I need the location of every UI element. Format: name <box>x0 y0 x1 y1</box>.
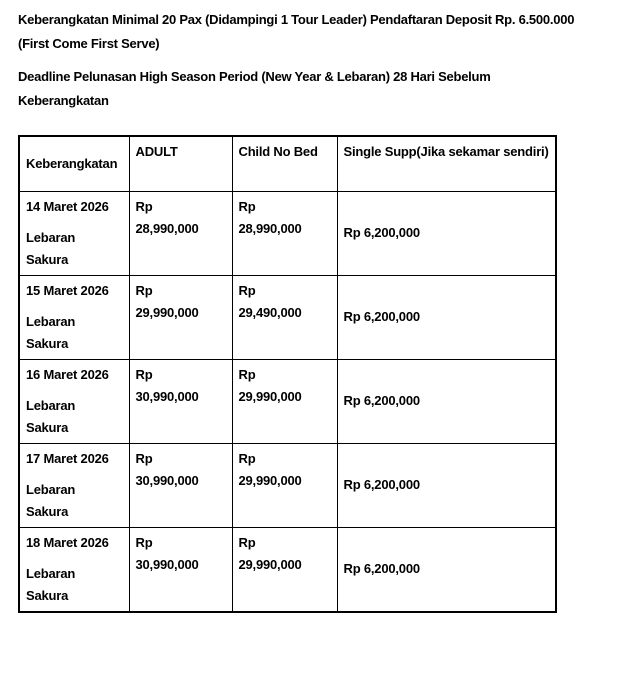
departure-date: 15 Maret 2026 <box>26 282 109 298</box>
event-name-line: Sakura <box>26 587 69 603</box>
currency-label: Rp <box>238 534 256 550</box>
currency-label: Rp <box>135 366 153 382</box>
event-name-line: Sakura <box>26 503 69 519</box>
adult-price-cell <box>129 191 232 275</box>
deadline-note-line2: Keberangkatan <box>18 93 109 108</box>
departure-cell <box>19 359 129 443</box>
header-cell-single-supp: Single Supp(Jika sekamar sendiri) <box>337 136 556 191</box>
departure-cell <box>19 527 129 612</box>
currency-label: Rp <box>135 450 153 466</box>
price-amount: 29,990,000 <box>238 388 302 404</box>
departure-cell <box>19 191 129 275</box>
adult-price-cell <box>129 275 232 359</box>
registration-note-line2: (First Come First Serve) <box>18 36 160 51</box>
single-supp-cell: Rp 6,200,000 <box>337 443 556 527</box>
child-price-cell <box>232 275 337 359</box>
header-cell-child-no-bed: Child No Bed <box>232 136 337 191</box>
deadline-note <box>18 65 617 113</box>
single-supp-cell: Rp 6,200,000 <box>337 527 556 612</box>
registration-note <box>18 8 617 56</box>
price-amount: 29,990,000 <box>135 304 199 320</box>
event-name-line: Lebaran <box>26 229 76 245</box>
single-supp-cell: Rp 6,200,000 <box>337 359 556 443</box>
single-supp-cell: Rp 6,200,000 <box>337 191 556 275</box>
currency-label: Rp <box>238 198 256 214</box>
price-amount: 29,490,000 <box>238 304 302 320</box>
table-row <box>19 359 556 443</box>
registration-note-line1: Keberangkatan Minimal 20 Pax (Didampingi 1 Tour Leader) Pendaftaran Deposit Rp. 6.500.000 <box>18 12 575 27</box>
departure-date: 16 Maret 2026 <box>26 366 109 382</box>
price-amount: 28,990,000 <box>135 220 199 236</box>
price-amount: 29,990,000 <box>238 556 302 572</box>
price-amount: 30,990,000 <box>135 388 199 404</box>
departure-cell <box>19 443 129 527</box>
child-price-cell <box>232 443 337 527</box>
currency-label: Rp <box>238 366 256 382</box>
departure-date: 17 Maret 2026 <box>26 450 109 466</box>
price-amount: 30,990,000 <box>135 472 199 488</box>
pricing-table <box>18 135 557 613</box>
currency-label: Rp <box>135 282 153 298</box>
child-price-cell <box>232 191 337 275</box>
currency-label: Rp <box>238 450 256 466</box>
currency-label: Rp <box>238 282 256 298</box>
event-name-line: Lebaran <box>26 313 76 329</box>
currency-label: Rp <box>135 198 153 214</box>
adult-price-cell <box>129 443 232 527</box>
price-amount: 30,990,000 <box>135 556 199 572</box>
adult-price-cell <box>129 527 232 612</box>
table-row <box>19 191 556 275</box>
child-price-cell <box>232 359 337 443</box>
event-name-line: Lebaran <box>26 481 76 497</box>
departure-date: 14 Maret 2026 <box>26 198 109 214</box>
table-row <box>19 527 556 612</box>
price-amount: 28,990,000 <box>238 220 302 236</box>
header-cell-keberangkatan: Keberangkatan <box>19 136 129 191</box>
single-supp-cell: Rp 6,200,000 <box>337 275 556 359</box>
event-name-line: Lebaran <box>26 565 76 581</box>
table-header-row <box>19 136 556 191</box>
deadline-note-line1: Deadline Pelunasan High Season Period (New Year & Lebaran) 28 Hari Sebelum <box>18 69 491 84</box>
child-price-cell <box>232 527 337 612</box>
table-row <box>19 275 556 359</box>
currency-label: Rp <box>135 534 153 550</box>
event-name-line: Sakura <box>26 335 69 351</box>
price-amount: 29,990,000 <box>238 472 302 488</box>
adult-price-cell <box>129 359 232 443</box>
table-row <box>19 443 556 527</box>
event-name-line: Lebaran <box>26 397 76 413</box>
departure-cell <box>19 275 129 359</box>
event-name-line: Sakura <box>26 419 69 435</box>
departure-date: 18 Maret 2026 <box>26 534 109 550</box>
event-name-line: Sakura <box>26 251 69 267</box>
header-cell-adult: ADULT <box>129 136 232 191</box>
